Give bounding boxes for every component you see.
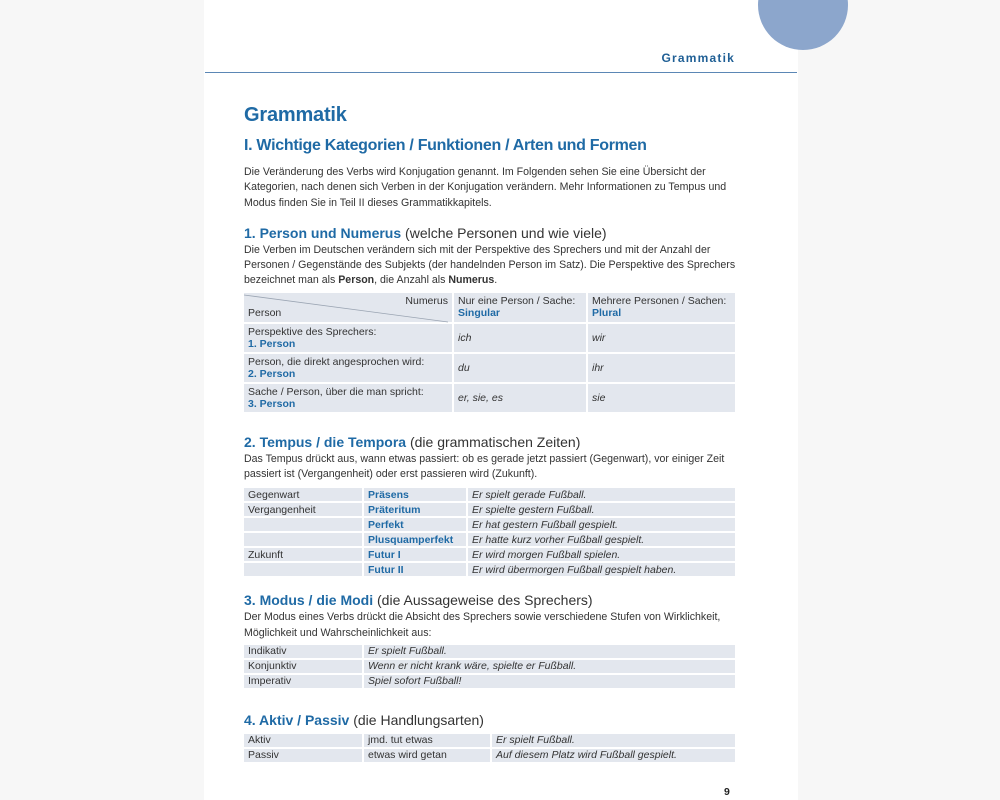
modus-heading-note: (die Aussageweise des Sprechers) [373, 592, 593, 609]
table-header-row [244, 293, 735, 324]
table-row [244, 533, 735, 548]
example-cell: Er spielt Fußball. [364, 645, 735, 660]
aktiv-heading-note: (die Handlungsarten) [349, 711, 484, 728]
person-desc: Sache / Person, über die man spricht: [248, 385, 424, 398]
numerus-label: Numerus [405, 295, 448, 308]
intro-text: Die Veränderung des Verbs wird Konjugation genannt. Im Folgenden sehen Sie eine Übersicht der Kategorien, nach denen sich Verben in der Konjugation verändern. Mehr Informationen zu Tempus und Modus finden Sie in Teil II dieses Grammatikkapitels. [244, 166, 727, 209]
tense-cell: Plusquamperfekt [364, 533, 468, 548]
time-cell [244, 533, 364, 548]
person-term-label: 1. Person [248, 337, 296, 350]
person-heading [244, 225, 736, 241]
person-cell [244, 324, 454, 354]
aktiv-heading-main: 4. Aktiv / Passiv [244, 711, 350, 728]
person-cell [244, 354, 454, 384]
singular-form: du [454, 354, 588, 384]
time-cell: Zukunft [244, 548, 364, 563]
example-cell: Er spielte gestern Fußball. [468, 503, 735, 518]
person-label: Person [248, 307, 282, 320]
numerus-term: Numerus [448, 274, 495, 287]
singular-header-label: Nur eine Person / Sache: [458, 295, 576, 308]
plural-form: ihr [588, 354, 735, 384]
example-cell: Er spielt Fußball. [492, 734, 735, 749]
table-row [244, 734, 735, 749]
mode-cell: Indikativ [244, 645, 364, 660]
voice-cell: Aktiv [244, 734, 364, 749]
example-cell: Spiel sofort Fußball! [364, 675, 735, 690]
example-cell: Er hatte kurz vorher Fußball gespielt. [468, 533, 735, 548]
example-cell: Wenn er nicht krank wäre, spielte er Fußball. [364, 660, 735, 675]
person-desc: Person, die direkt angesprochen wird: [248, 355, 425, 368]
table-row [244, 354, 735, 384]
tense-cell: Futur I [364, 548, 468, 563]
header-rule [205, 72, 797, 73]
meaning-cell: etwas wird getan [364, 749, 492, 764]
table-row [244, 645, 735, 660]
person-text-part: . [494, 274, 498, 287]
tempus-heading-main: 2. Tempus / die Tempora [244, 433, 407, 450]
plural-term: Plural [592, 307, 622, 320]
person-heading-note: (welche Personen und wie viele) [401, 224, 607, 241]
person-term-label: 2. Person [248, 367, 296, 380]
person-text-part: Die Verben im Deutschen verändern sich mit der Perspektive des Sprechers und mit der Anzahl der Personen / Gegenstände des Subjekts (der handelnden Person im Satz). Die Perspektive des Sprechers bezeichnet man als [244, 243, 736, 287]
person-text [244, 243, 736, 289]
table-row [244, 563, 735, 578]
aktiv-table [244, 734, 735, 764]
plural-header-label: Mehrere Personen / Sachen: [592, 295, 727, 308]
tempus-text: Das Tempus drückt aus, wann etwas passiert: ob es gerade jetzt passiert (Gegenwart), vor einiger Zeit passiert ist (Vergangenheit) oder erst passieren wird (Zukunft). [244, 452, 725, 481]
mode-cell: Imperativ [244, 675, 364, 690]
table-row [244, 384, 735, 414]
table-row [244, 548, 735, 563]
person-desc: Perspektive des Sprechers: [248, 325, 377, 338]
singular-header [454, 293, 588, 324]
aktiv-heading [244, 712, 736, 728]
modus-text: Der Modus eines Verbs drückt die Absicht des Sprechers sowie verschiedene Stufen von Wirklichkeit, Möglichkeit und Wahrscheinlichkeit aus: [244, 611, 721, 639]
example-cell: Auf diesem Platz wird Fußball gespielt. [492, 749, 735, 764]
singular-form: er, sie, es [454, 384, 588, 414]
plural-form: sie [588, 384, 735, 414]
time-cell [244, 518, 364, 533]
person-term: Person [338, 274, 375, 287]
example-cell: Er spielt gerade Fußball. [468, 488, 735, 503]
example-cell: Er wird übermorgen Fußball gespielt haben. [468, 563, 735, 578]
mode-cell: Konjunktiv [244, 660, 364, 675]
voice-cell: Passiv [244, 749, 364, 764]
page-title: Grammatik [244, 104, 347, 126]
table-row [244, 518, 735, 533]
table-row [244, 324, 735, 354]
table-row [244, 488, 735, 503]
example-cell: Er hat gestern Fußball gespielt. [468, 518, 735, 533]
table-row [244, 675, 735, 690]
singular-form: ich [454, 324, 588, 354]
person-term-label: 3. Person [248, 397, 296, 410]
singular-term: Singular [458, 307, 501, 320]
time-cell [244, 563, 364, 578]
plural-header [588, 293, 735, 324]
table-row [244, 749, 735, 764]
tense-cell: Präteritum [364, 503, 468, 518]
meaning-cell: jmd. tut etwas [364, 734, 492, 749]
modus-table [244, 645, 735, 690]
person-text-part: , die Anzahl als [374, 274, 449, 287]
person-heading-main: 1. Person und Numerus [244, 224, 402, 241]
tense-cell: Futur II [364, 563, 468, 578]
tempus-heading-note: (die grammatischen Zeiten) [406, 433, 581, 450]
header-diagonal-cell [244, 293, 454, 324]
time-cell: Vergangenheit [244, 503, 364, 518]
table-row [244, 660, 735, 675]
tense-cell: Präsens [364, 488, 468, 503]
section-heading: I. Wichtige Kategorien / Funktionen / Arten und Formen [244, 137, 647, 154]
tempus-heading [244, 434, 736, 450]
page-number: 9 [724, 786, 730, 798]
person-table [244, 293, 735, 414]
running-head: Grammatik [661, 51, 735, 65]
modus-heading [244, 592, 736, 608]
tense-cell: Perfekt [364, 518, 468, 533]
plural-form: wir [588, 324, 735, 354]
person-cell [244, 384, 454, 414]
example-cell: Er wird morgen Fußball spielen. [468, 548, 735, 563]
modus-heading-main: 3. Modus / die Modi [244, 592, 374, 609]
table-row [244, 503, 735, 518]
page-content [244, 104, 736, 764]
tempus-table [244, 488, 735, 578]
time-cell: Gegenwart [244, 488, 364, 503]
